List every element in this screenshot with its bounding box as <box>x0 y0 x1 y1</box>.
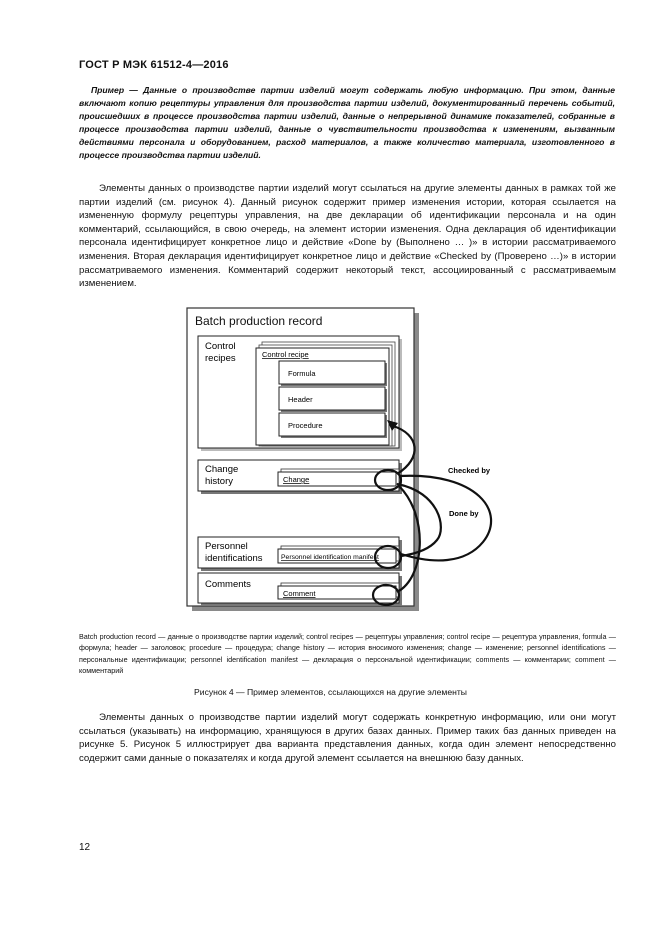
comment-label: Comment <box>283 589 316 598</box>
control-recipe-label: Control recipe <box>262 350 309 359</box>
header-label: Header <box>288 395 313 404</box>
figure-4-diagram <box>185 306 491 622</box>
batch-production-record-title: Batch production record <box>195 314 323 328</box>
figure-caption: Рисунок 4 — Пример элементов, ссылающихся на другие элементы <box>194 687 467 697</box>
formula-label: Formula <box>288 369 316 378</box>
checked-by-label: Checked by <box>448 466 491 475</box>
change-history-label: Change <box>205 464 239 475</box>
control-recipes-label: Control <box>205 341 236 352</box>
page-number: 12 <box>79 842 91 853</box>
comments-label: Comments <box>205 579 251 590</box>
personnel-label-2: identifications <box>205 553 263 564</box>
figure-legend: Batch production record — данные о производстве партии изделий; control recipes — рецептуры управления; control recipe — рецептура управления, formula — формула; header — заголовок; procedure — процедура; change history — история вносимого изменения; change — изменение; personnel identifications — персональные идентификации; personnel identification manifest — декларация о персональной идентификации; comments — комментарии; comment — комментарий <box>79 632 616 676</box>
page-header: ГОСТ Р МЭК 61512-4—2016 <box>79 59 229 71</box>
personnel-label: Personnel <box>205 541 248 552</box>
control-recipes-label-2: recipes <box>205 353 236 364</box>
done-by-label: Done by <box>449 509 479 518</box>
change-history-label-2: history <box>205 476 233 487</box>
change-label: Change <box>283 475 310 484</box>
procedure-label: Procedure <box>288 421 323 430</box>
paragraph-1: Элементы данных о производстве партии изделий могут ссылаться на другие элементы данных в рамках той же партии изделий (см. рисунок 4). Данный рисунок содержит пример изменения истории, которая ссылается на измененную формулу рецептуры управления, на две декларации об идентификации персонала и на один комментарий, ссылающийся, в свою очередь, на элемент истории изменения. Одна декларация об идентификации персонала идентифицирует конкретное лицо и действие «Done by (Выполнено … )» в истории рассматриваемого изменения. Вторая декларация идентифицирует конкретное лицо и действие «Checked by (Проверено …)» в истории рассматриваемого изменения. Комментарий содержит некоторый текст, ассоциированный с рассматриваемым изменением. <box>79 183 616 290</box>
paragraph-2: Элементы данных о производстве партии изделий могут содержать конкретную информацию, или они могут ссылаться (указывать) на информацию, хранящуюся в других базах данных. Пример таких баз данных приведен на рисунке 5. Рисунок 5 иллюстрирует два варианта представления данных, когда один элемент непосредственно содержит сами данные о показателях и когда другой элемент ссылается на внешнюю базу данных. <box>79 712 616 764</box>
personnel-manifest-label: Personnel identification manifest <box>281 554 379 561</box>
example-note: Пример — Данные о производстве партии изделий могут содержать любую информацию. При этом, данные включают копию рецептуры управления для производства партии изделий, документированный перечень событий, происшедших в процессе производства партии изделий, данные о непрерывной динамике показателей, собранные в процессе производства партии изделий, данные о чувствительности производства к изменениям, вызванным действиями персонала и оборудованием, расход материалов, а также количество материала, изготовленного в процессе производства партии изделий. <box>79 85 615 160</box>
